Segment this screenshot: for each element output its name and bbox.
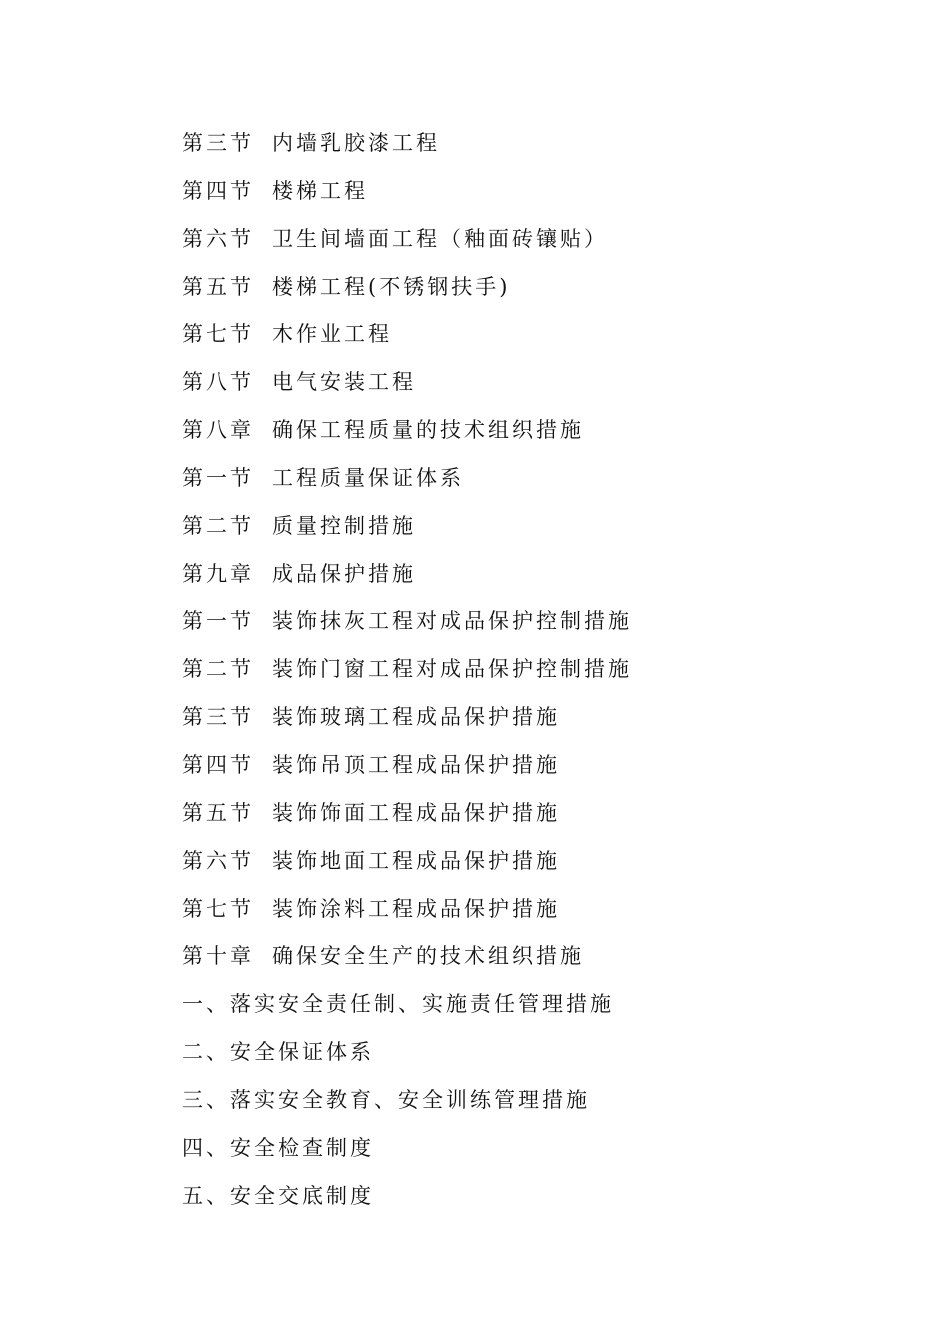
toc-entry-number: 第三节 — [182, 131, 254, 155]
toc-entry-title: 装饰地面工程成品保护措施 — [272, 848, 560, 873]
toc-entry — [182, 359, 882, 407]
toc-entry-number: 第一节 — [182, 609, 254, 634]
toc-entry-title: 二、安全保证体系 — [182, 1040, 374, 1065]
toc-entry-number: 第五节 — [182, 274, 254, 299]
toc-entry — [182, 646, 882, 694]
toc-entry — [182, 1029, 882, 1077]
toc-entry-title: 工程质量保证体系 — [272, 465, 464, 490]
toc-entry — [182, 168, 882, 216]
table-of-contents — [182, 120, 882, 1220]
toc-entry-number: 第一节 — [182, 465, 254, 490]
toc-entry-number: 第六节 — [182, 848, 254, 873]
toc-entry — [182, 838, 882, 886]
toc-entry — [182, 790, 882, 838]
toc-entry-number: 第四节 — [182, 752, 254, 777]
toc-entry — [182, 933, 882, 981]
toc-entry-title: 质量控制措施 — [272, 513, 416, 538]
toc-entry-number: 第九章 — [182, 561, 254, 586]
toc-entry-number: 第八章 — [182, 418, 254, 443]
toc-entry-title: 成品保护措施 — [272, 561, 416, 586]
toc-entry — [182, 1173, 882, 1221]
toc-entry — [182, 311, 882, 359]
toc-entry-number: 第二节 — [182, 657, 254, 682]
toc-entry-title: 装饰门窗工程对成品保护控制措施 — [272, 657, 632, 682]
toc-entry-title: 装饰抹灰工程对成品保护控制措施 — [272, 609, 632, 634]
toc-entry — [182, 455, 882, 503]
toc-entry-title: 装饰饰面工程成品保护措施 — [272, 800, 560, 825]
toc-entry-title: 装饰吊顶工程成品保护措施 — [272, 752, 560, 777]
toc-entry — [182, 598, 882, 646]
toc-entry — [182, 1125, 882, 1173]
toc-entry — [182, 216, 882, 264]
toc-entry — [182, 551, 882, 599]
toc-entry-title: 三、落实安全教育、安全训练管理措施 — [182, 1087, 590, 1112]
toc-entry-title: 装饰涂料工程成品保护措施 — [272, 896, 560, 921]
toc-entry-number: 第七节 — [182, 322, 254, 347]
toc-entry-title: 一、落实安全责任制、实施责任管理措施 — [182, 992, 614, 1017]
toc-entry-number: 第六节 — [182, 226, 254, 251]
toc-entry-number: 第四节 — [182, 178, 254, 203]
toc-entry — [182, 264, 882, 312]
toc-entry — [182, 120, 882, 168]
toc-entry-title: 楼梯工程(不锈钢扶手) — [272, 274, 511, 299]
toc-entry-title: 电气安装工程 — [272, 370, 416, 395]
toc-entry-title: 内墙乳胶漆工程 — [272, 131, 440, 155]
toc-entry — [182, 742, 882, 790]
toc-entry-number: 第十章 — [182, 944, 254, 969]
toc-entry-title: 确保安全生产的技术组织措施 — [272, 944, 584, 969]
toc-entry-number: 第二节 — [182, 513, 254, 538]
toc-entry-title: 木作业工程 — [272, 322, 392, 347]
toc-entry — [182, 981, 882, 1029]
toc-entry — [182, 1077, 882, 1125]
toc-entry — [182, 886, 882, 934]
toc-entry-number: 第七节 — [182, 896, 254, 921]
toc-entry-title: 楼梯工程 — [272, 178, 368, 203]
toc-entry-title: 装饰玻璃工程成品保护措施 — [272, 705, 560, 730]
toc-entry — [182, 694, 882, 742]
toc-entry-number: 第五节 — [182, 800, 254, 825]
toc-entry — [182, 407, 882, 455]
toc-entry-number: 第三节 — [182, 705, 254, 730]
toc-entry-title: 卫生间墙面工程（釉面砖镶贴） — [272, 226, 608, 251]
toc-entry-title: 确保工程质量的技术组织措施 — [272, 418, 584, 443]
toc-entry — [182, 503, 882, 551]
toc-entry-title: 四、安全检查制度 — [182, 1135, 374, 1160]
toc-entry-title: 五、安全交底制度 — [182, 1183, 374, 1208]
toc-entry-number: 第八节 — [182, 370, 254, 395]
